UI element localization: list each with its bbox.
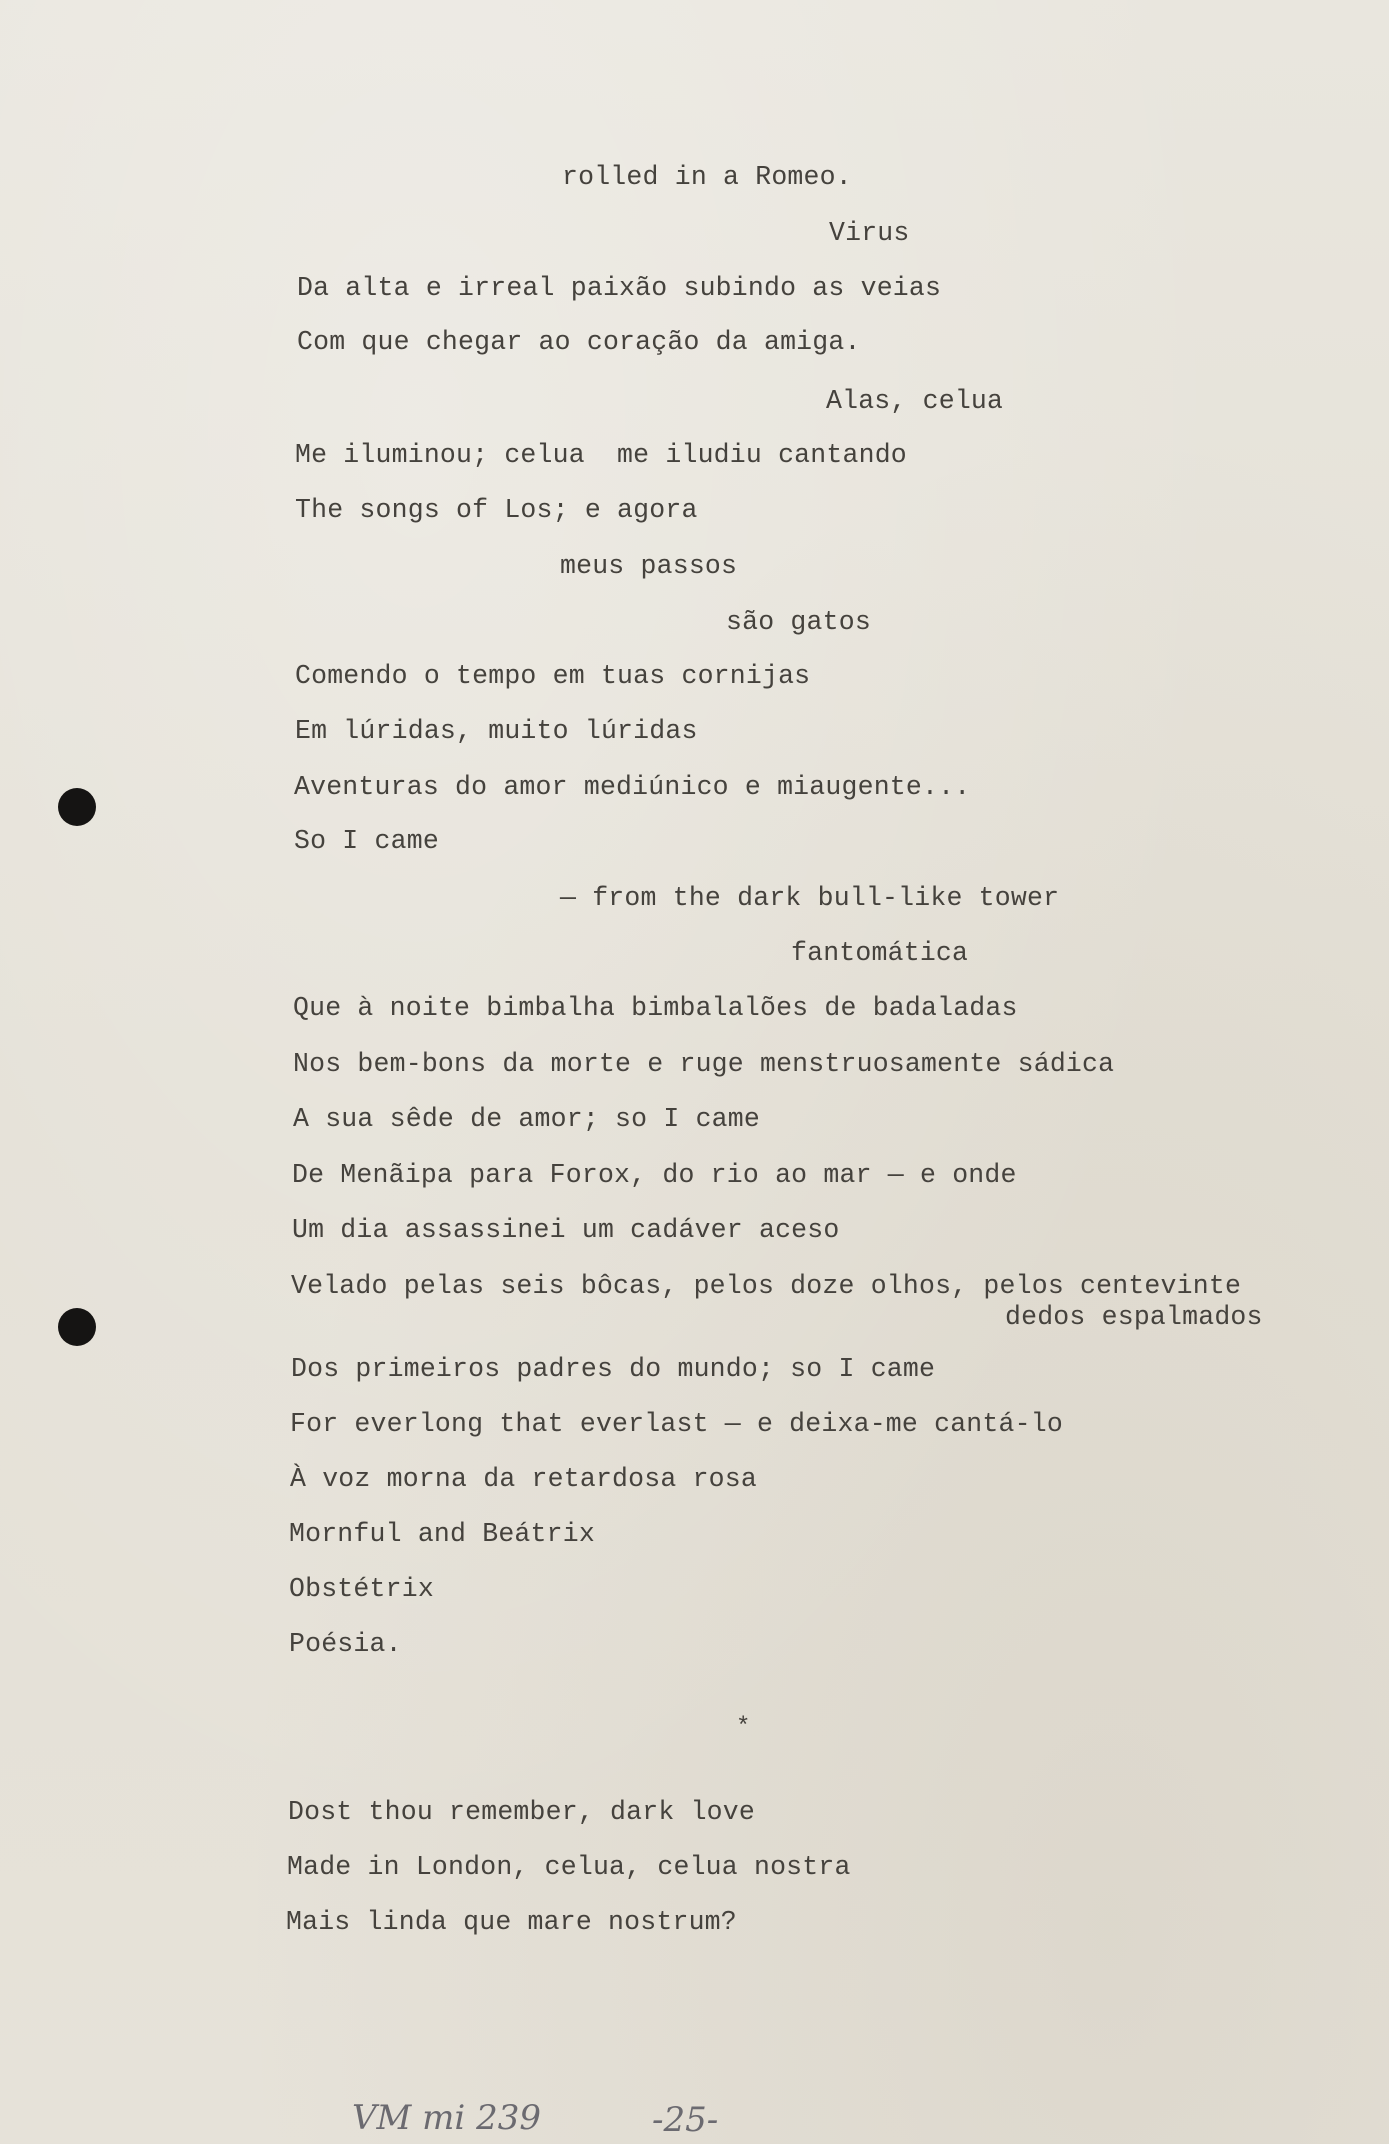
poem-line: Dos primeiros padres do mundo; so I came — [291, 1354, 936, 1384]
poem-line: Me iluminou; celua me iludiu cantando — [295, 440, 907, 470]
page-number: -25- — [652, 2100, 719, 2140]
poem2-line: Dost thou remember, dark love — [288, 1797, 755, 1827]
poem-line: For everlong that everlast — e deixa-me cantá-lo — [290, 1409, 1063, 1439]
poem-line: The songs of Los; e agora — [295, 495, 698, 525]
poem-line: Velado pelas seis bôcas, pelos doze olhos, pelos centevinte — [291, 1271, 1242, 1301]
poem-line: são gatos — [726, 607, 871, 637]
poem-line: dedos espalmados — [1005, 1302, 1263, 1332]
poem-line: So I came — [294, 826, 439, 856]
section-separator: * — [736, 1714, 751, 1741]
poem-line: Em lúridas, muito lúridas — [295, 716, 698, 746]
poem-line: Obstétrix — [289, 1574, 434, 1604]
poem-line: À voz morna da retardosa rosa — [290, 1464, 757, 1494]
poem2-line: Mais linda que mare nostrum? — [286, 1907, 737, 1937]
poem-line: Um dia assassinei um cadáver aceso — [292, 1215, 840, 1245]
poem-line: fantomática — [791, 938, 969, 968]
poem-line: Aventuras do amor mediúnico e miaugente... — [294, 772, 971, 802]
poem-line: Da alta e irreal paixão subindo as veias — [297, 273, 942, 303]
poem-line: Comendo o tempo em tuas cornijas — [295, 661, 811, 691]
poem-line: Com que chegar ao coração da amiga. — [297, 327, 861, 357]
handwritten-reference: VM mi 239 — [352, 2098, 541, 2138]
poem-line: Virus — [829, 218, 910, 248]
poem-line: Mornful and Beátrix — [289, 1519, 595, 1549]
punch-hole-bottom — [58, 1308, 96, 1346]
poem-line: meus passos — [560, 551, 738, 581]
poem-line: De Menãipa para Forox, do rio ao mar — e onde — [292, 1160, 1017, 1190]
poem-line: rolled in a Romeo. — [562, 162, 852, 192]
poem-line: Nos bem-bons da morte e ruge menstruosamente sádica — [293, 1049, 1115, 1079]
poem-line: Poésia. — [289, 1629, 402, 1659]
poem-line: Que à noite bimbalha bimbalalões de badaladas — [293, 993, 1018, 1023]
poem-line: — from the dark bull-like tower — [560, 883, 1060, 913]
punch-hole-top — [58, 788, 96, 826]
poem2-line: Made in London, celua, celua nostra — [287, 1852, 851, 1882]
poem-line: Alas, celua — [826, 386, 1004, 416]
poem-line: A sua sêde de amor; so I came — [293, 1104, 760, 1134]
